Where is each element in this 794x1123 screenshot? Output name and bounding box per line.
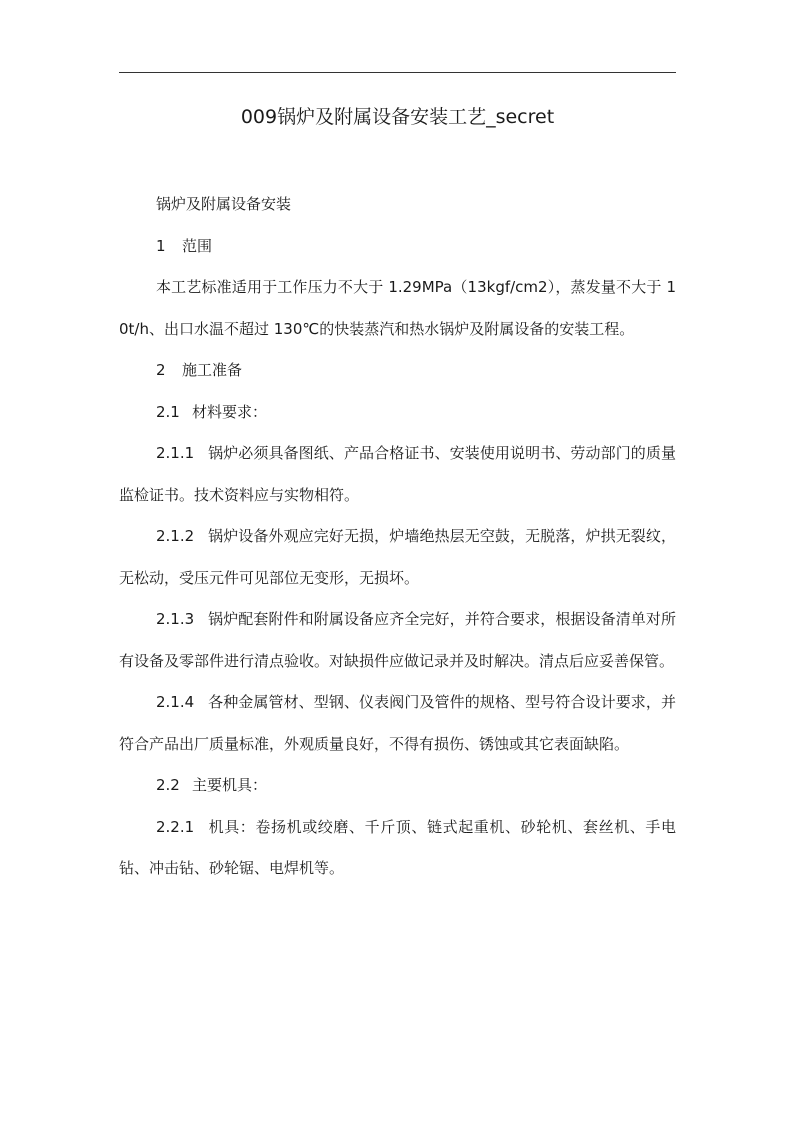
section-title: 施工准备	[182, 361, 243, 379]
section-number: 2	[156, 361, 166, 379]
section-title: 材料要求：	[192, 402, 268, 421]
clause-text: 各种金属管材、型钢、仪表阀门及管件的规格、型号符合设计要求，并符合产品出厂质量标准，外观质量良好，不得有损伤、锈蚀或其它表面缺陷。	[119, 693, 676, 753]
section-1-heading	[119, 226, 676, 268]
section-2-heading	[119, 350, 676, 392]
clause-number: 2.2.1	[156, 817, 195, 836]
clause-number: 2.1.1	[156, 444, 195, 462]
clause-2-1-2	[119, 516, 676, 599]
clause-text: 锅炉必须具备图纸、产品合格证书、安装使用说明书、劳动部门的质量监检证书。技术资料应与实物相符。	[119, 444, 676, 504]
section-2-1-heading	[119, 392, 676, 434]
document-body	[119, 184, 676, 890]
section-title: 范围	[182, 236, 213, 255]
section-2-2-heading	[119, 765, 676, 807]
clause-2-1-4	[119, 682, 676, 765]
clause-number: 2.1.2	[156, 527, 195, 545]
section-number: 2.1	[156, 402, 180, 421]
clause-text: 锅炉配套附件和附属设备应齐全完好，并符合要求，根据设备清单对所有设备及零部件进行清点验收。对缺损件应做记录并及时解决。清点后应妥善保管。	[119, 610, 676, 670]
clause-2-1-1	[119, 433, 676, 516]
section-1-body: 本工艺标准适用于工作压力不大于 1.29MPa（13kgf/cm2），蒸发量不大于 10t/h、出口水温不超过 130℃的快装蒸汽和热水锅炉及附属设备的安装工程。	[119, 278, 676, 338]
clause-number: 2.1.3	[156, 610, 195, 628]
section-title: 主要机具：	[192, 776, 268, 794]
header-rule	[119, 72, 676, 73]
clause-text: 锅炉设备外观应完好无损，炉墙绝热层无空鼓，无脱落，炉拱无裂纹，无松动，受压元件可见部位无变形，无损坏。	[119, 527, 676, 587]
section-number: 2.2	[156, 776, 180, 794]
clause-2-1-3	[119, 599, 676, 682]
document-title: 009锅炉及附属设备安装工艺_secret	[240, 106, 555, 128]
section-number: 1	[156, 236, 166, 255]
section-heading: 锅炉及附属设备安装	[156, 195, 292, 213]
clause-text: 机具：卷扬机或绞磨、千斤顶、链式起重机、砂轮机、套丝机、手电钻、冲击钻、砂轮锯、电焊机等。	[119, 817, 676, 877]
clause-2-2-1	[119, 807, 676, 890]
clause-number: 2.1.4	[156, 693, 195, 711]
